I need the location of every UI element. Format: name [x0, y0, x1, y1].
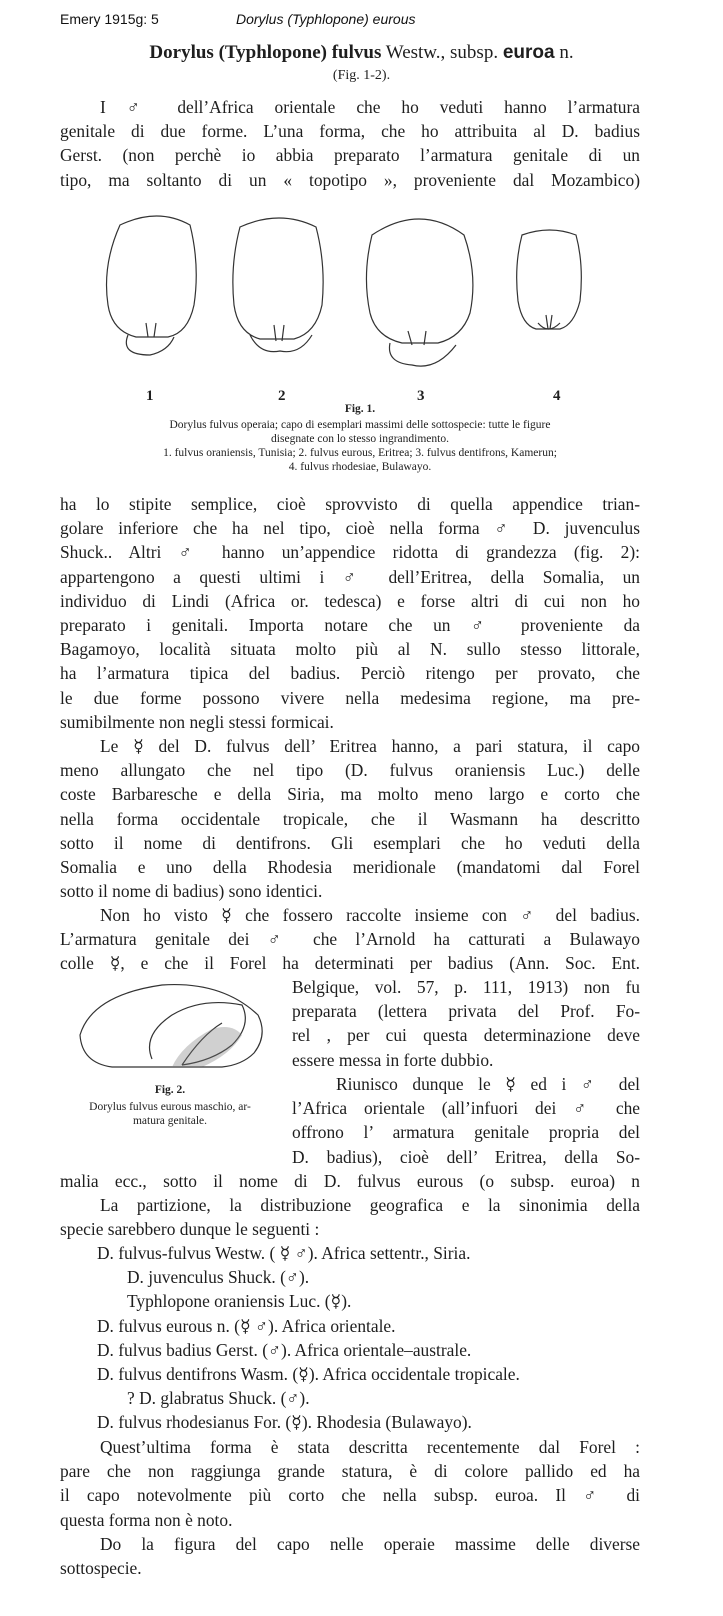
taxa-list-item: D. juvenculus Shuck. (♂). — [127, 1267, 310, 1287]
title-suffix: n. — [559, 42, 574, 63]
caption-line: matura genitale. — [132, 1115, 208, 1127]
paragraph-genitalia — [60, 492, 640, 734]
text-line: L’armatura genitale dei ♂ che l’Arnold ha catturati a Bulawayo — [60, 929, 640, 950]
text-line: l’Africa orientale (all’infuori dei ♂ che — [292, 1098, 640, 1119]
paragraph-synthesis-end — [60, 1169, 640, 1193]
figure-1-ant-heads — [90, 205, 610, 385]
text-line: pare che non raggiunga grande statura, è di colore pallido ed ha — [60, 1461, 640, 1482]
paragraph-synthesis — [292, 1072, 640, 1169]
text-line: genitale di due forme. L’una forma, che ho attribuita al D. badius — [60, 121, 640, 142]
title-genus: Dorylus (Typhlopone) fulvus — [149, 42, 382, 63]
text-line: Bagamoyo, località situata molto più al N. sullo stesso littorale, — [60, 639, 640, 660]
page-header-taxon: Dorylus (Typhlopone) eurous — [236, 11, 416, 27]
paragraph-bulawayo-continued — [292, 975, 640, 1072]
taxa-list-item: ? D. glabratus Shuck. (♂). — [127, 1388, 310, 1408]
paragraph-workers — [60, 734, 640, 903]
title-author: Westw., subsp. — [385, 42, 499, 63]
paragraph-intro — [60, 95, 640, 192]
text-line: essere messa in forte dubbio. — [292, 1049, 494, 1070]
figure-2-genitalia — [72, 975, 272, 1075]
figure-2-title: Fig. 2. — [154, 1084, 186, 1096]
figure-1-caption — [60, 418, 660, 474]
figure-1-label-2: 2 — [278, 388, 286, 404]
mandible-2 — [250, 335, 312, 352]
text-line: Belgique, vol. 57, p. 111, 1913) non fu — [292, 977, 640, 997]
text-line: Riunisco dunque le ☿ ed i ♂ del — [336, 1074, 640, 1094]
text-line: preparata (lettera privata del Prof. Fo- — [292, 1001, 640, 1022]
article-title — [0, 42, 723, 64]
figure-1-title: Fig. 1. — [344, 403, 376, 415]
text-line: ha lo stipite semplice, cioè sprovvisto di quella appendice trian- — [60, 494, 640, 514]
text-line: Le ☿ del D. fulvus dell’ Eritrea hanno, a pari statura, il capo — [100, 736, 640, 756]
text-line: coste Barbaresche e della Siria, ma molto meno largo e corto che — [60, 784, 640, 805]
text-line: malia ecc., sotto il nome di D. fulvus eurous (o subsp. euroa) n — [60, 1171, 640, 1191]
text-line: specie sarebbero dunque le seguenti : — [60, 1219, 320, 1240]
caption-line: 4. fulvus rhodesiae, Bulawayo. — [288, 461, 432, 473]
text-line: individuo di Lindi (Africa or. tedesca) e forse altri di cui non ho — [60, 590, 640, 611]
text-line: preparato i genitali. Importa notare che un ♂ proveniente da — [60, 615, 640, 636]
figure-1-label-1: 1 — [146, 388, 154, 404]
taxa-list-item: D. fulvus eurous n. (☿ ♂). Africa orientale. — [97, 1316, 396, 1336]
mandible-3 — [389, 343, 456, 366]
paragraph-partition — [60, 1193, 640, 1241]
text-line: nella forma occidentale tropicale, che il Wasmann ha descritto — [60, 808, 640, 829]
title-figure-reference: (Fig. 1-2). — [332, 68, 391, 83]
figure-2-caption — [55, 1100, 285, 1128]
text-line: sotto il nome di dentifrons. Gli esemplari che ho veduti della — [60, 832, 640, 853]
text-line: sotto il nome di badius) sono identici. — [60, 881, 323, 902]
figure-1-label-3: 3 — [417, 388, 425, 404]
figure-1-label-4: 4 — [553, 388, 561, 404]
paragraph-bulawayo — [60, 903, 640, 976]
text-line: Somalia e uno della Rhodesia meridionale (mandatomi dal Forel — [60, 857, 640, 878]
text-line: Do la figura del capo nelle operaie massime delle diverse — [100, 1534, 640, 1554]
mandible-1 — [126, 335, 174, 355]
text-line: Quest’ultima forma è stata descritta recentemente dal Forel : — [100, 1437, 640, 1457]
page-header-citation: Emery 1915g: 5 — [60, 11, 159, 27]
taxa-list-item: D. fulvus-fulvus Westw. ( ☿ ♂). Africa settentr., Siria. — [97, 1243, 471, 1263]
text-line: questa forma non è noto. — [60, 1509, 233, 1530]
title-subspecies-name: euroa — [502, 42, 555, 63]
text-line: sottospecie. — [60, 1558, 142, 1579]
text-line: meno allungato che nel tipo (D. fulvus oraniensis Luc.) delle — [60, 760, 640, 781]
text-line: colle ☿, e che il Forel ha determinati per badius (Ann. Soc. Ent. — [60, 953, 640, 974]
text-line: ha l’armatura tipica del badius. Perciò ritengo per provato, che — [60, 663, 640, 684]
text-line: il capo notevolmente più corto che nella subsp. euroa. Il ♂ di — [60, 1485, 640, 1506]
caption-line: Dorylus fulvus eurous maschio, ar- — [89, 1101, 251, 1113]
caption-line: disegnate con lo stesso ingrandimento. — [271, 433, 449, 445]
head-outline-3 — [366, 219, 472, 343]
text-line: D. badius), cioè dell’ Eritrea, della So- — [292, 1146, 640, 1167]
text-line: La partizione, la distribuzione geografica e la sinonimia della — [100, 1195, 640, 1215]
taxa-list-item: Typhlopone oraniensis Luc. (☿). — [127, 1291, 352, 1311]
text-line: Non ho visto ☿ che fossero raccolte insieme con ♂ del badius. — [100, 905, 640, 925]
caption-line: 1. fulvus oraniensis, Tunisia; 2. fulvus eurous, Eritrea; 3. fulvus dentifrons, Kamerun; — [163, 447, 557, 459]
text-line: appartengono a questi ultimi i ♂ dell’Eritrea, della Somalia, un — [60, 566, 640, 587]
text-line: offrono l’ armatura genitale propria del — [292, 1122, 640, 1143]
text-line: rel , per cui questa determinazione deve — [292, 1025, 640, 1046]
head-outline-2 — [233, 218, 323, 339]
text-line: Shuck.. Altri ♂ hanno un’appendice ridotta di grandezza (fig. 2): — [60, 542, 640, 563]
text-line: golare inferiore che ha nel tipo, cioè nella forma ♂ D. juvenculus — [60, 518, 640, 539]
text-line: Gerst. (non perchè io abbia preparato l’armatura genitale di un — [60, 145, 640, 166]
paragraph-rhodesianus — [60, 1435, 640, 1532]
taxa-list-item: D. fulvus badius Gerst. (♂). Africa orientale–australe. — [97, 1340, 472, 1360]
taxa-list-item: D. fulvus dentifrons Wasm. (☿). Africa occidentale tropicale. — [97, 1364, 520, 1384]
paragraph-figure-note — [60, 1532, 640, 1580]
text-line: le due forme possono vivere nella medesima regione, ma pre- — [60, 687, 640, 708]
head-outline-1 — [107, 216, 197, 337]
caption-line: Dorylus fulvus operaia; capo di esemplari massimi delle sottospecie: tutte le figure — [169, 419, 551, 431]
taxa-list-item: D. fulvus rhodesianus For. (☿). Rhodesia (Bulawayo). — [97, 1412, 472, 1432]
text-line: I ♂ dell’Africa orientale che ho veduti hanno l’armatura — [100, 97, 640, 117]
head-outline-4 — [517, 230, 582, 329]
text-line: sumibilmente non negli stessi formicai. — [60, 711, 334, 732]
text-line: tipo, ma soltanto di un « topotipo », proveniente dal Mozambico) — [60, 169, 640, 190]
